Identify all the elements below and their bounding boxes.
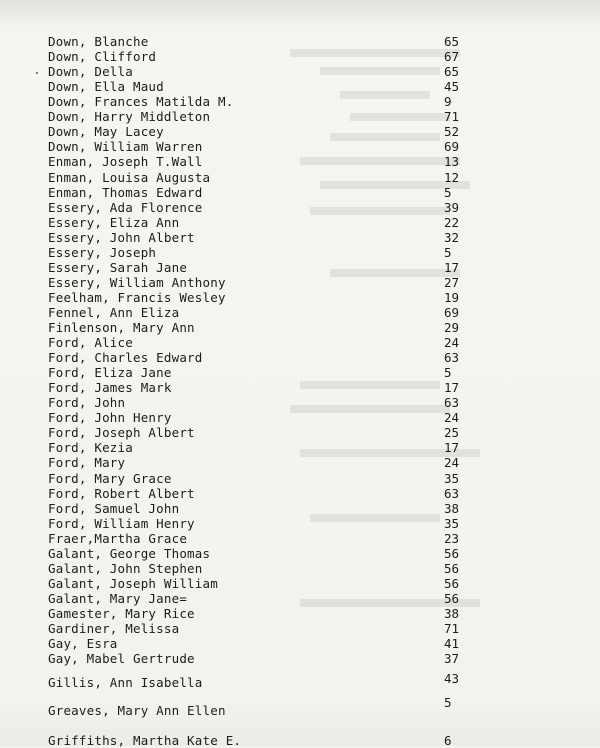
- entry-name: Ford, Eliza Jane: [48, 365, 172, 381]
- list-item: [48, 170, 478, 185]
- entry-name: Essery, John Albert: [48, 229, 195, 245]
- list-item: [48, 34, 478, 49]
- list-item: [48, 380, 478, 395]
- entry-age: 5: [444, 244, 452, 260]
- entry-age: 5: [444, 365, 452, 381]
- ink-speck: [36, 72, 38, 74]
- entry-age: 37: [444, 651, 460, 667]
- entry-name: Enman, Thomas Edward: [48, 184, 203, 200]
- list-item: [48, 200, 478, 215]
- list-item: [48, 260, 478, 275]
- list-item: [48, 245, 478, 260]
- entry-age: 52: [444, 124, 460, 140]
- entry-name: Ford, Robert Albert: [48, 485, 195, 501]
- list-item: [48, 275, 478, 290]
- entry-name: Down, Harry Middleton: [48, 109, 211, 125]
- list-item: [48, 320, 478, 335]
- entry-age: 17: [444, 259, 460, 275]
- list-item: [48, 455, 478, 470]
- entry-name: Gardiner, Melissa: [48, 621, 180, 636]
- entry-age: 39: [444, 199, 460, 215]
- entry-age: 71: [444, 621, 460, 636]
- list-item: [48, 546, 478, 561]
- entry-name: Gay, Esra: [48, 636, 118, 651]
- entry-name: Ford, James Mark: [48, 380, 172, 396]
- entry-age: 17: [444, 440, 460, 456]
- page-top-shadow: [0, 0, 600, 26]
- list-item: [48, 79, 478, 94]
- list-item: [48, 561, 478, 576]
- list-item: [48, 290, 478, 305]
- entry-name: Essery, Joseph: [48, 244, 157, 260]
- entry-name: Ford, Charles Edward: [48, 350, 203, 366]
- entry-name: Galant, Joseph William: [48, 575, 218, 591]
- entry-name: Ford, Joseph Albert: [48, 425, 195, 441]
- entry-age: 5: [444, 695, 452, 710]
- list-item: [48, 64, 478, 79]
- entry-name: Essery, Ada Florence: [48, 199, 203, 215]
- entry-name: Down, May Lacey: [48, 124, 164, 140]
- entry-age: 38: [444, 500, 460, 516]
- list-item: [48, 440, 478, 455]
- entry-name: Essery, Sarah Jane: [48, 259, 188, 275]
- entry-age: 23: [444, 530, 460, 546]
- entry-name: Griffiths, Martha Kate E.: [48, 733, 242, 748]
- list-item: [48, 109, 478, 124]
- list-item: [48, 139, 478, 154]
- entry-age: 56: [444, 590, 460, 606]
- list-item: [48, 365, 478, 380]
- entry-name: Down, Clifford: [48, 49, 157, 64]
- list-item: [48, 49, 478, 64]
- list-item: [48, 185, 478, 200]
- entry-name: Galant, George Thomas: [48, 545, 211, 561]
- list-item: [48, 501, 478, 516]
- list-item: [48, 651, 478, 666]
- entry-age: 41: [444, 636, 460, 651]
- entry-age: 65: [444, 64, 460, 80]
- entry-age: 29: [444, 319, 460, 335]
- entry-name: Gay, Mabel Gertrude: [48, 651, 195, 667]
- entry-name: Gillis, Ann Isabella: [48, 675, 203, 690]
- entry-age: 35: [444, 515, 460, 531]
- entry-age: 24: [444, 455, 460, 471]
- list-item: [48, 591, 478, 606]
- entry-name: Fraer,Martha Grace: [48, 530, 188, 546]
- entry-age: 5: [444, 184, 452, 200]
- list-item: [48, 305, 478, 320]
- entry-age: 56: [444, 545, 460, 561]
- entry-name: Gamester, Mary Rice: [48, 605, 195, 621]
- list-item: [48, 94, 478, 109]
- list-item: [48, 576, 478, 591]
- list-item: [48, 531, 478, 546]
- entry-age: 24: [444, 335, 460, 350]
- entry-age: 56: [444, 575, 460, 591]
- list-item: [48, 425, 478, 440]
- entry-name: Down, Blanche: [48, 34, 149, 49]
- list-item: [48, 516, 478, 531]
- list-item: [48, 671, 478, 690]
- entry-name: Enman, Louisa Augusta: [48, 169, 211, 185]
- entry-age: 12: [444, 169, 460, 185]
- entry-name: Finlenson, Mary Ann: [48, 319, 195, 335]
- entry-name: Essery, Eliza Ann: [48, 214, 180, 230]
- entry-name: Greaves, Mary Ann Ellen: [48, 703, 226, 718]
- list-item: [48, 471, 478, 486]
- entry-age: 27: [444, 274, 460, 290]
- entry-age: 6: [444, 733, 452, 748]
- entry-name: Ford, Mary: [48, 455, 126, 471]
- entry-name: Ford, Samuel John: [48, 500, 180, 516]
- list-item: [48, 486, 478, 501]
- list-item: [48, 606, 478, 621]
- list-item: [48, 230, 478, 245]
- entry-name: Down, Della: [48, 64, 133, 80]
- entry-age: 63: [444, 485, 460, 501]
- entry-name: Ford, John: [48, 395, 126, 411]
- entry-age: 24: [444, 410, 460, 426]
- list-item: [48, 124, 478, 139]
- entry-age: 67: [444, 49, 460, 64]
- entry-name: Galant, John Stephen: [48, 560, 203, 576]
- entry-name: Essery, William Anthony: [48, 274, 226, 290]
- entry-name: Ford, Alice: [48, 335, 133, 350]
- entry-age: 69: [444, 304, 460, 320]
- list-item: [48, 695, 478, 718]
- list-item: [48, 215, 478, 230]
- entry-age: 25: [444, 425, 460, 441]
- list-item: [48, 621, 478, 636]
- list-item: [48, 335, 478, 350]
- entry-name: Ford, John Henry: [48, 410, 172, 426]
- list-item: [48, 410, 478, 425]
- list-item: [48, 350, 478, 365]
- entry-age: 63: [444, 350, 460, 366]
- entry-age: 35: [444, 470, 460, 486]
- entry-age: 17: [444, 380, 460, 396]
- entry-name: Feelham, Francis Wesley: [48, 289, 226, 305]
- entry-age: 45: [444, 79, 460, 95]
- entry-age: 63: [444, 395, 460, 411]
- entry-age: 38: [444, 605, 460, 621]
- entry-name: Down, Frances Matilda M.: [48, 94, 234, 110]
- entry-age: 13: [444, 154, 460, 170]
- entry-age: 71: [444, 109, 460, 125]
- entry-name: Fennel, Ann Eliza: [48, 304, 180, 320]
- entry-age: 22: [444, 214, 460, 230]
- entry-name: Enman, Joseph T.Wall: [48, 154, 203, 170]
- entry-name: Ford, William Henry: [48, 515, 195, 531]
- entry-name: Galant, Mary Jane=: [48, 590, 188, 606]
- entry-name: Ford, Kezia: [48, 440, 133, 456]
- list-item: [48, 636, 478, 651]
- entry-age: 69: [444, 139, 460, 155]
- entry-name: Down, William Warren: [48, 139, 203, 155]
- entry-age: 56: [444, 560, 460, 576]
- list-item: [48, 154, 478, 169]
- entry-age: 43: [444, 671, 460, 686]
- entry-name: Ford, Mary Grace: [48, 470, 172, 486]
- entry-name: Down, Ella Maud: [48, 79, 164, 95]
- entry-age: 65: [444, 34, 460, 49]
- entry-age: 32: [444, 229, 460, 245]
- list-item: [48, 395, 478, 410]
- entry-age: 19: [444, 289, 460, 305]
- entry-age: 9: [444, 94, 452, 110]
